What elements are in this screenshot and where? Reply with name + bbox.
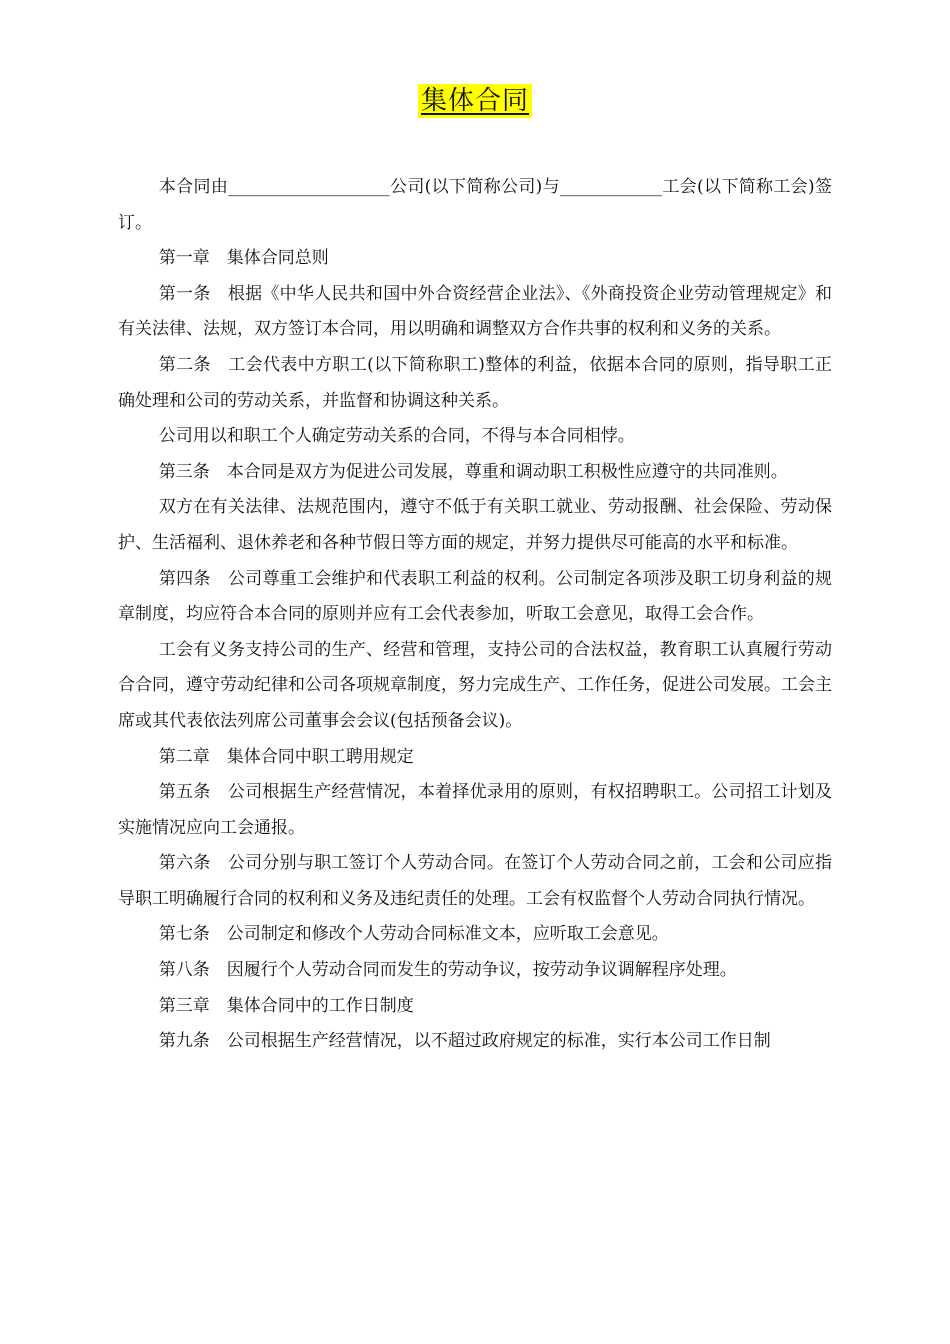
chapter-2-heading: 第二章 集体合同中职工聘用规定	[158, 746, 414, 767]
preamble-paragraph: 本合同由___________________公司(以下简称公司)与____________工会(以下简称工会)签订。	[118, 177, 832, 233]
chapter-3-heading: 第三章 集体合同中的工作日制度	[158, 995, 414, 1016]
chapter-1-heading: 第一章 集体合同总则	[158, 248, 329, 269]
article-8: 第八条 因履行个人劳动合同而发生的劳动争议，按劳动争议调解程序处理。	[158, 960, 737, 981]
article-4: 第四条 公司尊重工会维护和代表职工利益的权利。公司制定各项涉及职工切身利益的规章制度，均应符合本合同的原则并应有工会代表参加，听取工会意见，取得工会合作。	[118, 568, 832, 625]
article-5: 第五条 公司根据生产经营情况，本着择优录用的原则，有权招聘职工。公司招工计划及实施情况应向工会通报。	[118, 782, 832, 838]
title-container	[0, 84, 950, 118]
article-1: 第一条 根据《中华人民共和国中外合资经营企业法》、《外商投资企业劳动管理规定》和有关法律、法规，双方签订本合同，用以明确和调整双方合作共事的权利和义务的关系。	[118, 283, 832, 340]
article-2: 第二条 工会代表中方职工(以下简称职工)整体的利益，依据本合同的原则，指导职工正确处理和公司的劳动关系，并监督和协调这种关系。	[118, 354, 832, 411]
document-body	[118, 170, 832, 1060]
article-7: 第七条 公司制定和修改个人劳动合同标准文本，应听取工会意见。	[158, 924, 669, 945]
article-9: 第九条 公司根据生产经营情况，以不超过政府规定的标准，实行本公司工作日制	[158, 1031, 771, 1052]
article-6: 第六条 公司分别与职工签订个人劳动合同。在签订个人劳动合同之前，工会和公司应指导职工明确履行合同的权利和义务及违纪责任的处理。工会有权监督个人劳动合同执行情况。	[118, 853, 832, 909]
article-3-paragraph-2: 双方在有关法律、法规范围内，遵守不低于有关职工就业、劳动报酬、社会保险、劳动保护、生活福利、退休养老和各种节假日等方面的规定，并努力提供尽可能高的水平和标准。	[118, 497, 832, 553]
article-4-paragraph-2: 工会有义务支持公司的生产、经营和管理，支持公司的合法权益，教育职工认真履行劳动合合同，遵守劳动纪律和公司各项规章制度，努力完成生产、工作任务，促进公司发展。工会主席或其代表依法列席公司董事会会议(包括预备会议)。	[118, 639, 832, 731]
document-title: 集体合同	[418, 84, 532, 118]
article-2-paragraph-2: 公司用以和职工个人确定劳动关系的合同，不得与本合同相悖。	[158, 426, 635, 447]
article-3: 第三条 本合同是双方为促进公司发展，尊重和调动职工积极性应遵守的共同准则。	[158, 461, 788, 482]
